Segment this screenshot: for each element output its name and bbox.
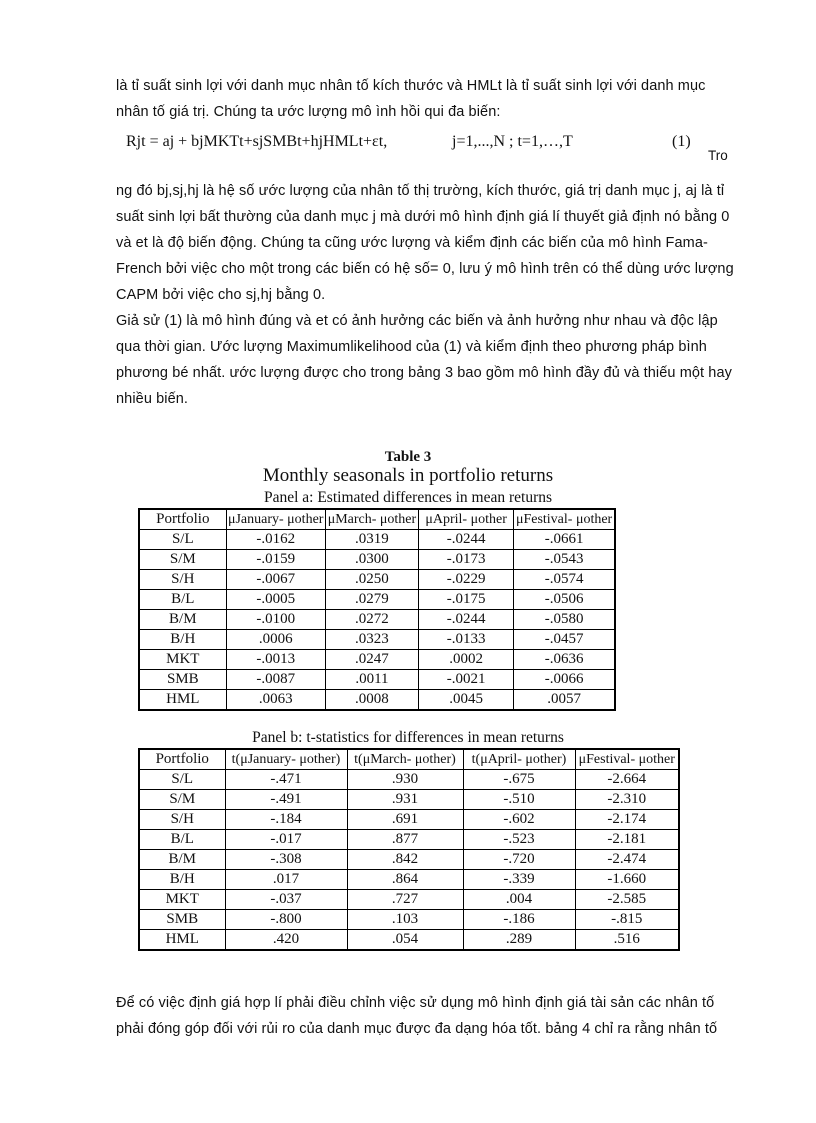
value-cell: -.0013 (226, 650, 325, 670)
panel-b-table (138, 748, 680, 951)
value-cell: -2.181 (575, 830, 679, 850)
portfolio-cell: B/H (139, 630, 226, 650)
table-row (139, 790, 679, 810)
value-cell: .0323 (325, 630, 418, 650)
equation-trailing-text: Tro (708, 148, 728, 163)
equation-formula: Rjt = aj + bjMKTt+sjSMBt+hjHMLt+εt, (126, 133, 388, 150)
value-cell: -1.660 (575, 870, 679, 890)
table-row (139, 830, 679, 850)
portfolio-cell: B/L (139, 590, 226, 610)
portfolio-cell: S/M (139, 550, 226, 570)
value-cell: .054 (347, 930, 463, 951)
value-cell: .0045 (419, 690, 514, 711)
value-cell: .516 (575, 930, 679, 951)
value-cell: .289 (463, 930, 575, 951)
text-line: nhân tố giá trị. Chúng ta ước lượng mô ình hồi qui đa biến: (116, 104, 501, 120)
table-header-row (139, 749, 679, 770)
value-cell: .0250 (325, 570, 418, 590)
closing-paragraph (116, 990, 736, 1042)
value-cell: -.0133 (419, 630, 514, 650)
portfolio-cell: MKT (139, 650, 226, 670)
table-row (139, 870, 679, 890)
table-row (139, 670, 615, 690)
portfolio-cell: S/M (139, 790, 225, 810)
table-row (139, 570, 615, 590)
value-cell: -2.474 (575, 850, 679, 870)
value-cell: -.0159 (226, 550, 325, 570)
text-line: Để có việc định giá hợp lí phải điều chỉnh việc sử dụng mô hình định giá tài sản các nhân tố (116, 995, 715, 1011)
value-cell: .877 (347, 830, 463, 850)
text-line: nhiều biến. (116, 391, 189, 407)
value-cell: -.602 (463, 810, 575, 830)
table-row (139, 890, 679, 910)
value-cell: .842 (347, 850, 463, 870)
value-cell: -.0175 (419, 590, 514, 610)
value-cell: .727 (347, 890, 463, 910)
equation-number: (1) (672, 133, 691, 150)
value-cell: -.0574 (514, 570, 615, 590)
portfolio-cell: HML (139, 690, 226, 711)
column-header: t(μJanuary- μother) (225, 749, 347, 770)
value-cell: .931 (347, 790, 463, 810)
value-cell: -.308 (225, 850, 347, 870)
value-cell: -.0066 (514, 670, 615, 690)
value-cell: -.0506 (514, 590, 615, 610)
table-row (139, 810, 679, 830)
value-cell: .103 (347, 910, 463, 930)
portfolio-cell: SMB (139, 910, 225, 930)
text-line: phải đóng góp đối với rủi ro của danh mục được đa dạng hóa tốt. bảng 4 chỉ ra rằng nhân tố (116, 1021, 718, 1037)
value-cell: -.491 (225, 790, 347, 810)
panel-a-caption: Panel a: Estimated differences in mean returns (263, 489, 553, 506)
value-cell: -.0229 (419, 570, 514, 590)
value-cell: .0300 (325, 550, 418, 570)
column-header: μFestival- μother (514, 509, 615, 530)
table-row (139, 850, 679, 870)
value-cell: -.0580 (514, 610, 615, 630)
table-row (139, 550, 615, 570)
table-row (139, 530, 615, 550)
value-cell: -.523 (463, 830, 575, 850)
regression-equation (126, 133, 746, 163)
column-header: μJanuary- μother (226, 509, 325, 530)
value-cell: .0272 (325, 610, 418, 630)
table-row (139, 650, 615, 670)
value-cell: .0006 (226, 630, 325, 650)
text-line: phương bé nhất. ước lượng được cho trong bảng 3 bao gồm mô hình đầy đủ và thiếu một hay (116, 365, 732, 381)
value-cell: .0063 (226, 690, 325, 711)
value-cell: -2.174 (575, 810, 679, 830)
value-cell: -2.585 (575, 890, 679, 910)
value-cell: -.0244 (419, 530, 514, 550)
equation-indices: j=1,...,N ; t=1,…,T (452, 133, 573, 150)
value-cell: -.0457 (514, 630, 615, 650)
value-cell: -.339 (463, 870, 575, 890)
value-cell: -.0162 (226, 530, 325, 550)
portfolio-cell: S/H (139, 810, 225, 830)
value-cell: .0002 (419, 650, 514, 670)
table-row (139, 690, 615, 711)
table-row (139, 590, 615, 610)
table-row (139, 610, 615, 630)
value-cell: .691 (347, 810, 463, 830)
column-header: μApril- μother (419, 509, 514, 530)
value-cell: -.186 (463, 910, 575, 930)
value-cell: -.0244 (419, 610, 514, 630)
portfolio-cell: B/M (139, 850, 225, 870)
value-cell: .0279 (325, 590, 418, 610)
text-line: là tỉ suất sinh lợi với danh mục nhân tố kích thước và HMLt là tỉ suất sinh lợi với danh mục (116, 78, 706, 94)
value-cell: .0011 (325, 670, 418, 690)
text-line: qua thời gian. Ước lượng Maximumlikelihood của (1) và kiểm định theo phương pháp bình (116, 339, 707, 355)
portfolio-cell: HML (139, 930, 225, 951)
value-cell: -.0543 (514, 550, 615, 570)
column-header: μMarch- μother (325, 509, 418, 530)
table-title: Table 3 (384, 449, 432, 465)
portfolio-cell: S/H (139, 570, 226, 590)
panel-b-caption: Panel b: t-statistics for differences in mean returns (252, 729, 564, 746)
value-cell: -.0067 (226, 570, 325, 590)
value-cell: .864 (347, 870, 463, 890)
value-cell: -2.664 (575, 770, 679, 790)
table-subtitle: Monthly seasonals in portfolio returns (262, 465, 554, 486)
table-row (139, 770, 679, 790)
table-row (139, 930, 679, 951)
value-cell: -2.310 (575, 790, 679, 810)
portfolio-cell: MKT (139, 890, 225, 910)
value-cell: .004 (463, 890, 575, 910)
value-cell: .0247 (325, 650, 418, 670)
value-cell: -.184 (225, 810, 347, 830)
intro-paragraph (116, 73, 736, 125)
value-cell: -.0636 (514, 650, 615, 670)
value-cell: -.815 (575, 910, 679, 930)
value-cell: .0057 (514, 690, 615, 711)
text-line: suất sinh lợi bất thường của danh mục j mà dưới mô hình định giá lí thuyết giả định nó bằng 0 (116, 209, 730, 225)
value-cell: .0008 (325, 690, 418, 711)
column-header: t(μMarch- μother) (347, 749, 463, 770)
table-row (139, 910, 679, 930)
text-line: ng đó bj,sj,hj là hệ số ước lượng của nhân tố thị trường, kích thước, giá trị danh mục j, aj là tỉ (116, 183, 725, 199)
portfolio-cell: SMB (139, 670, 226, 690)
text-line: CAPM bởi việc cho sj,hj bằng 0. (116, 287, 326, 303)
table-row (139, 630, 615, 650)
portfolio-cell: S/L (139, 530, 226, 550)
column-header: t(μApril- μother) (463, 749, 575, 770)
column-header: Portfolio (139, 749, 225, 770)
value-cell: -.0661 (514, 530, 615, 550)
column-header: μFestival- μother (575, 749, 679, 770)
value-cell: -.800 (225, 910, 347, 930)
value-cell: -.510 (463, 790, 575, 810)
column-header: Portfolio (139, 509, 226, 530)
value-cell: -.0087 (226, 670, 325, 690)
portfolio-cell: S/L (139, 770, 225, 790)
value-cell: -.0021 (419, 670, 514, 690)
value-cell: .930 (347, 770, 463, 790)
value-cell: .0319 (325, 530, 418, 550)
value-cell: -.017 (225, 830, 347, 850)
portfolio-cell: B/L (139, 830, 225, 850)
value-cell: -.0100 (226, 610, 325, 630)
table-header-row (139, 509, 615, 530)
value-cell: -.037 (225, 890, 347, 910)
portfolio-cell: B/H (139, 870, 225, 890)
value-cell: .420 (225, 930, 347, 951)
text-line: và et là độ biến động. Chúng ta cũng ước lượng và kiểm định các biến của mô hình Fama- (116, 235, 708, 251)
value-cell: .017 (225, 870, 347, 890)
panel-a-table (138, 508, 616, 711)
body-paragraph (116, 178, 736, 412)
text-line: Giả sử (1) là mô hình đúng và et có ảnh hưởng các biến và ảnh hưởng như nhau và độc lập (116, 313, 718, 329)
value-cell: -.0173 (419, 550, 514, 570)
value-cell: -.720 (463, 850, 575, 870)
portfolio-cell: B/M (139, 610, 226, 630)
value-cell: -.0005 (226, 590, 325, 610)
value-cell: -.675 (463, 770, 575, 790)
text-line: French bởi việc cho một trong các biến có hệ số= 0, lưu ý mô hình trên có thể dùng ước lượng (116, 261, 734, 277)
value-cell: -.471 (225, 770, 347, 790)
